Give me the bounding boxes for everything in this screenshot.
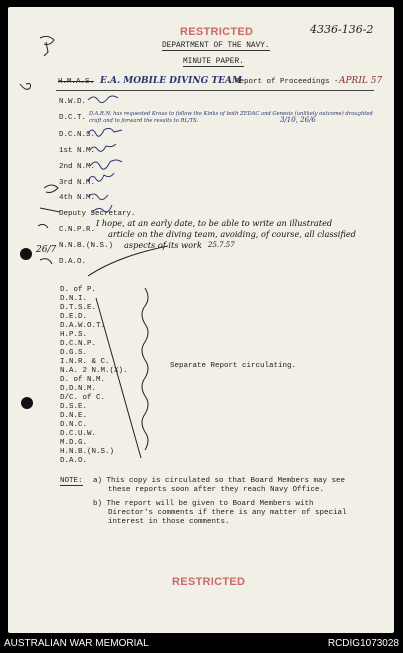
distribution-item: D.N.C. <box>60 421 88 429</box>
routing-item: 1st N.M. <box>59 147 96 155</box>
distribution-item: D.C.N.P. <box>60 340 97 348</box>
note-a-line-1: a) This copy is circulated so that Board Members may see <box>93 477 346 485</box>
main-note-line-1: I hope, at an early date, to be able to write an illustrated <box>96 218 333 228</box>
department-heading: DEPARTMENT OF THE NAVY. <box>162 42 270 50</box>
distribution-item: M.D.G. <box>60 439 88 447</box>
routing-item: Deputy Secretary. <box>59 210 136 218</box>
distribution-item: D.A.W.O.T. <box>60 322 106 330</box>
routing-item: 2nd N.M. <box>59 163 96 171</box>
distribution-item: D.C.U.W. <box>60 430 97 438</box>
distribution-item: H.N.B.(N.S.) <box>60 448 115 456</box>
distribution-item: D. of P. <box>60 286 97 294</box>
routing-item: C.N.P.R. <box>59 226 96 234</box>
distribution-item: D.S.E. <box>60 403 88 411</box>
routing-item: N.N.B.(N.S.) <box>59 242 114 250</box>
subject-date: APRIL 57 <box>339 76 383 86</box>
routing-item: D.C.T. <box>59 114 87 122</box>
distribution-item: D.E.D. <box>60 313 88 321</box>
note-b-line-1: b) The report will be given to Board Members with <box>93 500 314 508</box>
routing-item: D.A.O. <box>59 258 87 266</box>
side-date-note: 26/7 <box>36 245 57 255</box>
distribution-item: D.T.S.E. <box>60 304 97 312</box>
minute-paper-heading: MINUTE PAPER. <box>183 58 244 66</box>
note-b-line-3: interest in those comments. <box>108 518 230 526</box>
distribution-item: D.N.I. <box>60 295 88 303</box>
subject-struck-text: H.M.A.S. <box>58 78 95 86</box>
main-note-date: 25.7.57 <box>208 241 235 249</box>
distribution-item: H.P.S. <box>60 331 88 339</box>
dcns-handwritten-note: D.A.R.N. has requested Kraus to follow the Kinks of both ZEDAC and Genesis (unlikely outcome) draughted craft and to forward the results to RL/TS. <box>89 111 373 124</box>
footer-source: AUSTRALIAN WAR MEMORIAL <box>4 638 149 649</box>
routing-item: 4th N.M. <box>59 194 96 202</box>
separate-report-text: Separate Report circulating. <box>170 362 297 370</box>
restricted-stamp-top: RESTRICTED <box>180 26 254 38</box>
distribution-item: D.G.S. <box>60 349 88 357</box>
main-note-line-3: aspects of its work <box>124 240 202 250</box>
dcns-initial: 3/10, 26/6 <box>280 116 316 124</box>
restricted-stamp-bottom: RESTRICTED <box>172 576 246 588</box>
distribution-item: I.N.R. & C. <box>60 358 110 366</box>
note-a-line-2: these reports soon after they reach Navy Office. <box>108 486 325 494</box>
subject-handwritten: E.A. MOBILE DIVING TEAM <box>100 76 242 86</box>
note-label: NOTE: <box>60 477 83 485</box>
footer-id: RCDIG1073028 <box>327 638 399 649</box>
routing-item: N.W.D. <box>59 98 87 106</box>
subject-report-text: Report of Proceedings - <box>235 78 339 86</box>
routing-item: 3rd N.M. <box>59 179 96 187</box>
distribution-item: N.A. 2 N.M.(X). <box>60 367 128 375</box>
note-b-line-2: Director's comments if there is any matter of special <box>108 509 347 517</box>
distribution-item: D/C. of C. <box>60 394 106 402</box>
distribution-item: D.D.N.M. <box>60 385 97 393</box>
main-note-line-2: article on the diving team, avoiding, of course, all classified <box>108 229 356 239</box>
distribution-item: D.A.O. <box>60 457 88 465</box>
reference-number: 4336-136-2 <box>310 23 374 36</box>
routing-item: D.C.N.S. <box>59 131 96 139</box>
distribution-item: D.N.E. <box>60 412 88 420</box>
distribution-item: D. of N.M. <box>60 376 106 384</box>
